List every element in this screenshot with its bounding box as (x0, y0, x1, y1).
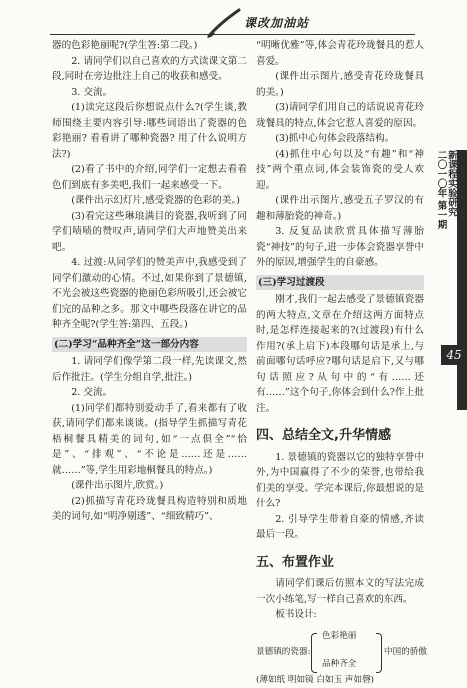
journal-title: 新课程实验研究 (446, 150, 457, 217)
left-paragraph: (1)读完这段后你想说点什么?(学生谈,教师围绕主要内容引导:哪些词语出了瓷器的色彩艳丽? 看看讲了哪种瓷器? 用了什么说明方法?) (52, 100, 247, 162)
left-paragraph: (2)看了书中的介绍,同学们一定想去看看色们到底有多美吧,我们一起来感受一下。 (52, 162, 247, 193)
right-paragraph: (3)抓中心句体会段落结构。 (256, 131, 424, 147)
right-paragraph: 刚才,我们一起去感受了景德镇瓷器的两大特点,文章在介绍这两方面特点时,是怎样连接起来的?(过渡段)有什么作用?(承上启下)本段哪句话是承上,与前面哪句话呼应?哪句话是启下,又与哪句话照应?从句中的“有……还有……”这个句子,你体会到什么?作上批注。 (256, 292, 424, 416)
right-paragraph: 五、布置作业 (256, 555, 424, 571)
right-paragraph: (课件出示图片,感受青花玲珑餐具的美。) (256, 69, 424, 100)
journal-name (443, 150, 456, 229)
side-dark-strip (457, 150, 467, 410)
left-paragraph: 2. 请同学们以自己喜欢的方式读课文第二段,同时在旁边批注上自己的收获和感受。 (52, 54, 247, 85)
right-paragraph: (4)抓住中心句以及“有趣”和“神技”两个重点词,体会装饰瓷的受人欢迎。 (256, 147, 424, 194)
header-title: 课改加油站 (244, 14, 309, 31)
left-paragraph: 1. 请同学们像学第二段一样,先读课文,然后作批注。(学生分组自学,批注。) (52, 354, 247, 385)
left-paragraph: 器的色彩艳丽呢?(学生答:第二段。) (52, 38, 247, 54)
right-paragraph: 板书设计: (256, 607, 424, 623)
board-foot: (薄如纸 明如镜 白如玉 声如磬) (256, 673, 374, 688)
left-paragraph: (2)抓描写青花玲珑餐具构造特别和质地美的词句,如“明净剔透”、“细致精巧”、 (52, 494, 247, 525)
left-paragraph: (课件出示幻灯片,感受瓷器的色彩的美。) (52, 193, 247, 209)
right-paragraph: 四、总结全文,升华情感 (256, 428, 424, 444)
right-paragraph: “明晰优雅”等,体会青花玲珑餐具的惹人喜爱。 (256, 38, 424, 69)
right-column (256, 38, 424, 685)
board-bottom: 品种齐全 (322, 657, 356, 673)
journal-side-band (441, 150, 467, 410)
board-brace-right (376, 633, 382, 673)
left-paragraph: 3. 交流。 (52, 85, 247, 101)
board-result: 中国的骄傲 (384, 645, 427, 661)
left-paragraph: (1)同学们都特别爱动手了,看来都有了收获,请同学们都来谈谈。(指导学生抓描写青花梧桐餐具精美的词句,如“一点俱全”“恰是”、“排观”、“不论是……还是……就……”等,学生用彩地桐餐具的特点。) (52, 401, 247, 479)
board-top: 色彩艳丽 (322, 629, 356, 645)
right-paragraph: 2. 引导学生带着自豪的情感,齐读最后一段。 (256, 512, 424, 543)
right-paragraph: (课件出示图片,感受五子罗汉的有趣和薄胎瓷的神奇。) (256, 193, 424, 224)
journal-issue: 二〇一〇年 第一期 (436, 150, 447, 229)
board-left: 景德镇的瓷器: (256, 645, 310, 661)
header-rule (50, 34, 415, 35)
board-brace-left (311, 633, 317, 673)
left-column (52, 38, 247, 525)
left-paragraph: 4. 过渡:从同学们的赞美声中,我感受到了同学们激动的心情。不过,如果你到了景德镇,不光会被这些瓷器的艳丽色彩所吸引,还会被它们完的品种之多。那文中哪些段落在讲它的品种齐全呢?(学生答:第四、五段。) (52, 255, 247, 333)
left-paragraph: (3)看完这些琳琅满目的瓷器,我听到了同学们啧啧的赞叹声,请同学们大声地赞美出来吧。 (52, 209, 247, 256)
page-number: 45 (441, 345, 467, 365)
left-paragraph: (二)学习“品种齐全”这一部分内容 (52, 337, 247, 353)
blackboard-design (256, 627, 424, 685)
right-paragraph: (三)学习过渡段 (256, 275, 424, 291)
right-paragraph: 请同学们课后仿照本文的写法完成一次小练笔,写一样自己喜欢的东西。 (256, 576, 424, 607)
left-paragraph: 2. 交流。 (52, 385, 247, 401)
right-paragraph: 1. 景德镇的瓷器以它的独特享誉中外,为中国赢得了不少的荣誉,也带给我们美的享受。学完本课后,你最想说的是什么? (256, 450, 424, 512)
left-paragraph: (课件出示图片,欣赏。) (52, 478, 247, 494)
right-paragraph: (3)请同学们用自己的话说说青花玲珑餐具的特点,体会它惹人喜爱的原因。 (256, 100, 424, 131)
right-paragraph: 3. 反复品读欣赏具体描写薄胎瓷“神技”的句子,进一步体会瓷器享誉中外的原因,增强学生的自豪感。 (256, 224, 424, 271)
